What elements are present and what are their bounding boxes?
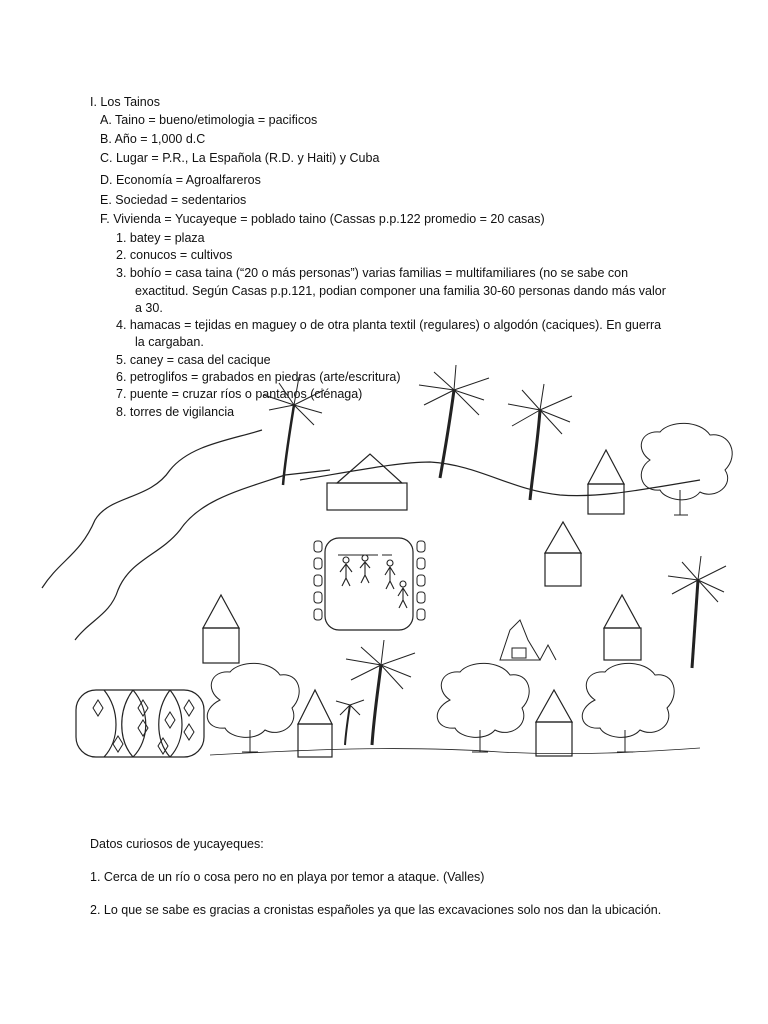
sub-item-7: 7. puente = cruzar ríos o pantanos (ciénaga) xyxy=(116,387,363,401)
leafy-tree xyxy=(641,423,732,515)
sub-item-6: 6. petroglifos = grabados en piedras (arte/escritura) xyxy=(116,370,401,384)
palm-tree xyxy=(346,640,415,745)
sub-item-5: 5. caney = casa del cacique xyxy=(116,353,271,367)
palm-tree xyxy=(336,700,364,745)
outline-item-b: B. Año = 1,000 d.C xyxy=(100,132,206,146)
batey-plaza xyxy=(314,538,425,630)
leafy-tree xyxy=(437,663,529,752)
ground-line xyxy=(300,462,700,496)
sub-item-4-cont: la cargaban. xyxy=(135,335,204,349)
palm-tree xyxy=(668,556,726,668)
outline-item-c: C. Lugar = P.R., La Española (R.D. y Haiti) y Cuba xyxy=(100,151,380,165)
curious-item-1: 1. Cerca de un río o cosa pero no en playa por temor a ataque. (Valles) xyxy=(90,870,485,884)
outline-item-e: E. Sociedad = sedentarios xyxy=(100,193,247,207)
river-bank-lower xyxy=(75,470,330,640)
petroglyph-stone xyxy=(76,690,204,757)
sub-item-4: 4. hamacas = tejidas en maguey o de otra planta textil (regulares) o algodón (caciques). En guerra xyxy=(116,318,662,332)
palm-tree xyxy=(264,377,324,485)
outline-item-a: A. Taino = bueno/etimologia = pacificos xyxy=(100,113,318,127)
palm-tree xyxy=(419,365,489,478)
caney-house xyxy=(327,454,407,510)
bohio-house xyxy=(545,522,581,586)
outline-item-d: D. Economía = Agroalfareros xyxy=(100,173,261,187)
sub-item-3-cont-2: a 30. xyxy=(135,301,163,315)
bohio-house xyxy=(203,595,239,663)
sub-item-1: 1. batey = plaza xyxy=(116,231,205,245)
sub-item-2: 2. conucos = cultivos xyxy=(116,248,233,262)
curious-heading: Datos curiosos de yucayeques: xyxy=(90,837,264,851)
conuco-scene xyxy=(500,620,556,660)
sub-item-8: 8. torres de vigilancia xyxy=(116,405,235,419)
leafy-tree xyxy=(207,663,299,752)
palm-tree xyxy=(508,384,572,500)
sub-item-3-cont-1: exactitud. Según Casas p.p.121, podian componer una familia 30-60 personas dando más valor xyxy=(135,284,666,298)
river-bank-upper xyxy=(42,430,262,588)
curious-item-2: 2. Lo que se sabe es gracias a cronistas españoles ya que las excavaciones solo nos dan la ubicación. xyxy=(90,903,662,917)
bohio-house xyxy=(536,690,572,756)
bohio-house xyxy=(588,450,624,514)
bohio-house xyxy=(298,690,332,757)
outline-item-f: F. Vivienda = Yucayeque = poblado taino (Cassas p.p.122 promedio = 20 casas) xyxy=(100,212,545,226)
leafy-tree xyxy=(582,663,674,752)
sub-item-3: 3. bohío = casa taina (“20 o más personas”) varias familias = multifamiliares (no se sabe con xyxy=(116,266,629,280)
bohio-house xyxy=(604,595,641,660)
outline-title: I. Los Tainos xyxy=(90,95,160,109)
